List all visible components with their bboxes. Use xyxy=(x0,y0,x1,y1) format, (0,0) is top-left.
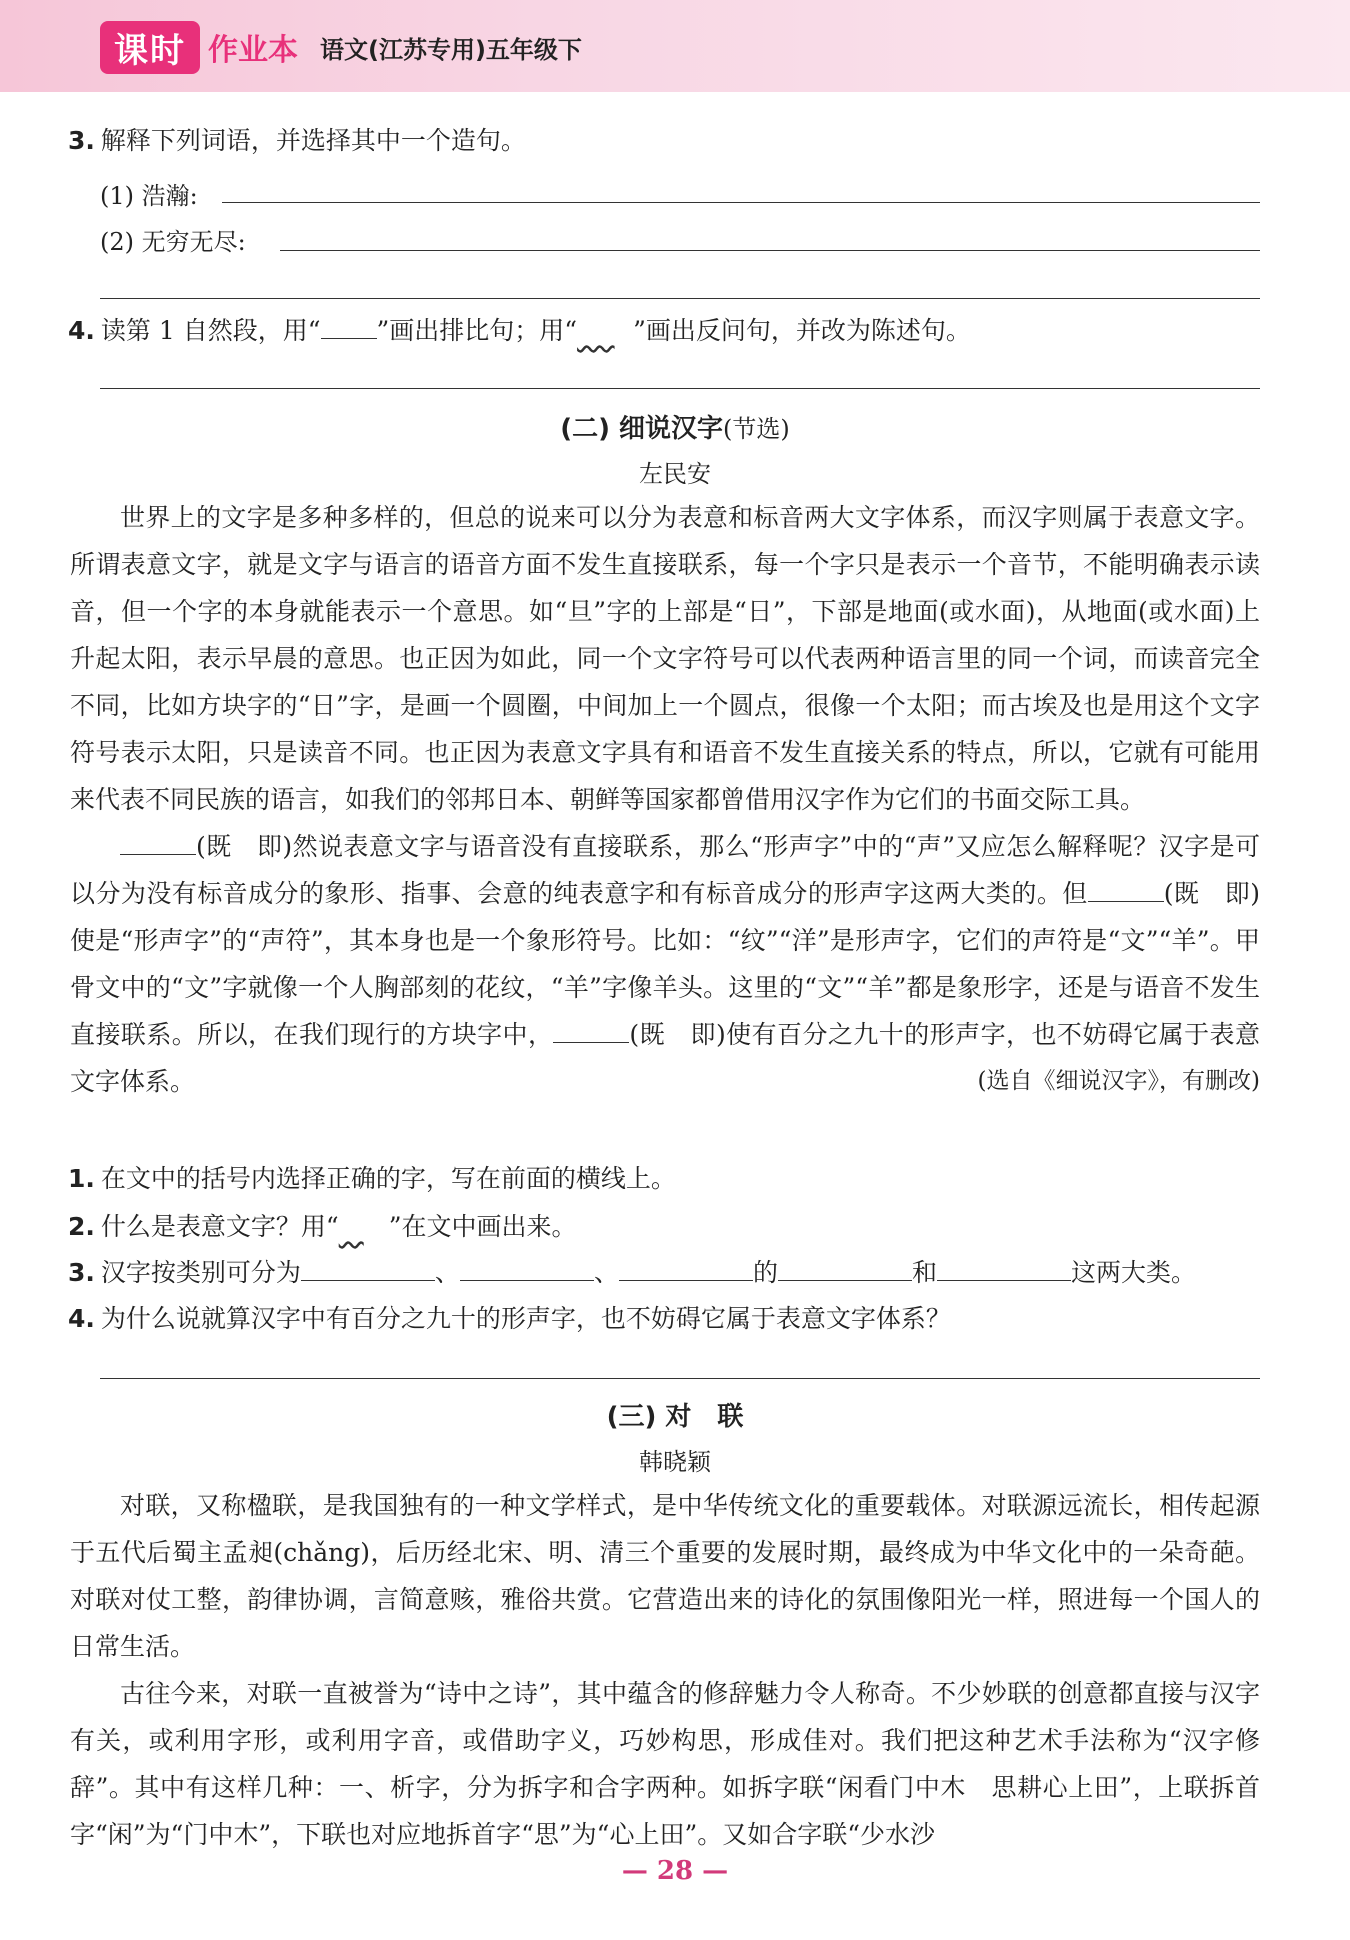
fill-blank[interactable] xyxy=(937,1258,1071,1281)
question-text-a: 读第 1 自然段，用“ xyxy=(100,316,321,345)
section2-title-note: (节选) xyxy=(723,415,790,443)
section2-author: 左民安 xyxy=(639,460,711,488)
section3-passage xyxy=(70,1482,1260,1858)
answer-line[interactable] xyxy=(280,250,1260,251)
s2-question-4 xyxy=(68,1302,951,1336)
question-text-b: ”画出排比句；用“ xyxy=(376,316,578,345)
logo-main: 课时 xyxy=(100,21,200,74)
fill-blank[interactable] xyxy=(301,1258,435,1281)
question-text: 解释下列词语，并选择其中一个造句。 xyxy=(100,126,526,155)
q3-item-1: (1) 浩瀚: xyxy=(100,182,198,210)
paragraph-text: (既 即)然说表意文字与语音没有直接联系，那么“形声字”中的“声”又应怎么解释呢？汉字是可以分为没有标音成分的象形、指事、会意的纯表意字和有标音成分的形声字这两大类的。但 xyxy=(70,832,1260,908)
source-note: (选自《细说汉字》，有删改) xyxy=(977,1068,1260,1094)
question-text-a: 汉字按类别可分为 xyxy=(100,1258,301,1287)
question-number: 3. xyxy=(68,126,95,155)
wavy-underline-sample xyxy=(339,1210,389,1244)
paragraph-text: (既 即)使是“形声字”的“声符”，其本身也是一个象形符号。比如：“纹”“洋”是形声字，它们的声符是“文”“羊”。甲骨文中的“文”字就像一个人胸部刻的花纹，“羊”字像羊头。这里的“文”“羊”都是象形字，还是与语音不发生直接联系。所以，在我们现行的方块字中， xyxy=(70,879,1260,1049)
question-text-b: 这两大类。 xyxy=(1070,1258,1196,1287)
logo-sub: 作业本 xyxy=(208,33,298,68)
separator: 、 xyxy=(434,1258,460,1287)
section3-title: (三) 对 联 xyxy=(606,1402,744,1432)
answer-line[interactable] xyxy=(222,202,1260,203)
question-number: 2. xyxy=(68,1212,95,1241)
wavy-underline-sample xyxy=(577,314,633,348)
section3-author: 韩晓颖 xyxy=(639,1448,711,1476)
header-logo xyxy=(100,18,582,76)
question-text: 在文中的括号内选择正确的字，写在前面的横线上。 xyxy=(100,1164,676,1193)
question-number: 3. xyxy=(68,1258,95,1287)
straight-underline-sample xyxy=(321,316,377,339)
paragraph: 对联，又称楹联，是我国独有的一种文学样式，是中华传统文化的重要载体。对联源远流长，相传起源于五代后蜀主孟昶(chǎng)，后历经北宋、明、清三个重要的发展时期，最终成为中华文化中的一朵奇葩。对联对仗工整，韵律协调，言简意赅，雅俗共赏。它营造出来的诗化的氛围像阳光一样，照进每一个国人的日常生活。 xyxy=(70,1491,1260,1661)
question-text: 为什么说就算汉字中有百分之九十的形声字，也不妨碍它属于表意文字体系？ xyxy=(100,1304,951,1333)
answer-line[interactable] xyxy=(100,298,1260,299)
q3-item-2: (2) 无穷无尽: xyxy=(100,228,246,256)
paragraph: 古往今来，对联一直被誉为“诗中之诗”，其中蕴含的修辞魅力令人称奇。不少妙联的创意都直接与汉字有关，或利用字形，或利用字音，或借助字义，巧妙构思，形成佳对。我们把这种艺术手法称为“汉字修辞”。其中有这样几种：一、析字，分为拆字和合字两种。如拆字联“闲看门中木 思耕心上田”，上联拆首字“闲”为“门中木”，下联也对应地拆首字“思”为“心上田”。又如合字联“少水沙 xyxy=(70,1679,1260,1849)
section2-title xyxy=(0,408,1350,445)
question-number: 4. xyxy=(68,316,95,345)
question-text-c: ”画出反问句，并改为陈述句。 xyxy=(633,316,971,345)
question-3 xyxy=(68,124,526,158)
separator: 和 xyxy=(911,1258,937,1287)
separator: 的 xyxy=(752,1258,778,1287)
question-number: 4. xyxy=(68,1304,95,1333)
question-4 xyxy=(68,314,971,348)
answer-line[interactable] xyxy=(100,1378,1260,1379)
question-number: 1. xyxy=(68,1164,95,1193)
fill-blank[interactable] xyxy=(553,1020,629,1043)
question-text-a: 什么是表意文字？用“ xyxy=(100,1212,339,1241)
question-text-b: ”在文中画出来。 xyxy=(388,1212,577,1241)
fill-blank[interactable] xyxy=(460,1258,594,1281)
separator: 、 xyxy=(593,1258,619,1287)
paragraph-text: (既 即)使有百分之九十的形声字，也不妨碍它属于表意文字体系。 xyxy=(70,1020,1260,1096)
fill-blank[interactable] xyxy=(1088,879,1164,902)
subject-label: 语文(江苏专用)五年级下 xyxy=(320,35,582,64)
answer-line[interactable] xyxy=(100,388,1260,389)
s2-question-1 xyxy=(68,1162,676,1196)
fill-blank[interactable] xyxy=(778,1258,912,1281)
section2-passage xyxy=(70,494,1260,1105)
fill-blank[interactable] xyxy=(120,832,196,855)
paragraph: 世界上的文字是多种多样的，但总的说来可以分为表意和标音两大文字体系，而汉字则属于表意文字。所谓表意文字，就是文字与语言的语音方面不发生直接联系，每一个字只是表示一个音节，不能明确表示读音，但一个字的本身就能表示一个意思。如“旦”字的上部是“日”，下部是地面(或水面)，从地面(或水面)上升起太阳，表示早晨的意思。也正因为如此，同一个文字符号可以代表两种语言里的同一个词，而读音完全不同，比如方块字的“日”字，是画一个圆圈，中间加上一个圆点，很像一个太阳；而古埃及也是用这个文字符号表示太阳，只是读音不同。也正因为表意文字具有和语音不发生直接关系的特点，所以，它就有可能用来代表不同民族的语言，如我们的邻邦日本、朝鲜等国家都曾借用汉字作为它们的书面交际工具。 xyxy=(70,503,1260,814)
page-number: — 28 — xyxy=(621,1856,729,1886)
s2-question-2 xyxy=(68,1210,577,1244)
section2-title-text: (二) 细说汉字 xyxy=(560,414,724,444)
fill-blank[interactable] xyxy=(619,1258,753,1281)
s2-question-3 xyxy=(68,1256,1196,1290)
